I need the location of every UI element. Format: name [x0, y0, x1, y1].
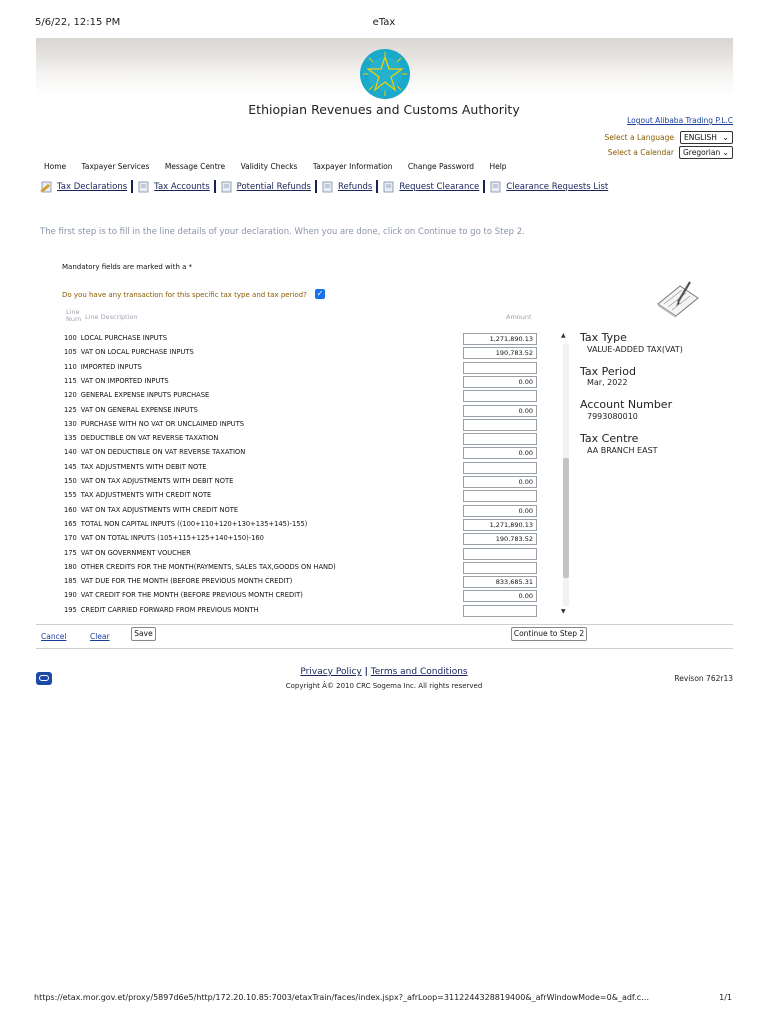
- line-description: VAT ON TAX ADJUSTMENTS WITH CREDIT NOTE: [80, 506, 239, 514]
- line-description: TOTAL NON CAPITAL INPUTS ((100+110+120+130+135+145)-155): [80, 520, 308, 528]
- line-number: 125: [64, 406, 77, 414]
- tab-bar: [40, 180, 608, 193]
- footer-separator: |: [364, 667, 368, 677]
- save-button[interactable]: Save: [131, 627, 156, 641]
- tab-document-icon: [220, 181, 234, 193]
- tax-period-label: Tax Period: [580, 365, 636, 378]
- table-row: [64, 534, 264, 546]
- main-menu: [44, 162, 520, 171]
- clear-link[interactable]: Clear: [90, 632, 110, 641]
- table-row: [64, 448, 245, 460]
- tab-divider: [315, 180, 317, 193]
- org-title: Ethiopian Revenues and Customs Authority: [248, 102, 520, 117]
- table-row: [64, 463, 207, 475]
- menu-item-taxpayer-information[interactable]: Taxpayer Information: [312, 162, 393, 171]
- line-number: 180: [64, 563, 77, 571]
- scroll-down-icon[interactable]: ▼: [561, 608, 566, 615]
- step-instruction: The first step is to fill in the line details of your declaration. When you are done, click on Continue to go to Step 2.: [40, 227, 525, 237]
- column-header-description: Line Description: [85, 313, 138, 321]
- amount-input[interactable]: 0.00: [463, 476, 537, 488]
- tab-tax-accounts[interactable]: [137, 181, 209, 193]
- tax-centre-label: Tax Centre: [580, 432, 639, 445]
- amount-input[interactable]: 0.00: [463, 405, 537, 417]
- menu-item-help[interactable]: Help: [489, 162, 507, 171]
- line-number: 165: [64, 520, 77, 528]
- privacy-policy-link[interactable]: Privacy Policy: [300, 667, 362, 677]
- amount-input[interactable]: [463, 419, 537, 431]
- line-number: 145: [64, 463, 77, 471]
- chevron-down-icon: ⌄: [722, 148, 729, 157]
- column-header-line-num: Line Num: [66, 308, 82, 323]
- line-number: 160: [64, 506, 77, 514]
- table-row: [64, 606, 259, 618]
- line-description: TAX ADJUSTMENTS WITH DEBIT NOTE: [80, 463, 207, 471]
- tab-label: Potential Refunds: [236, 181, 311, 192]
- line-number: 100: [64, 334, 77, 342]
- table-row: [64, 406, 198, 418]
- tab-divider: [214, 180, 216, 193]
- tax-type-value: VALUE-ADDED TAX(VAT): [587, 345, 683, 354]
- amount-input[interactable]: 0.00: [463, 376, 537, 388]
- table-row: [64, 506, 238, 518]
- tax-type-label: Tax Type: [580, 331, 627, 344]
- table-row: [64, 491, 211, 503]
- footer-links: [0, 667, 768, 677]
- amount-input[interactable]: 0.00: [463, 505, 537, 517]
- line-number: 190: [64, 591, 77, 599]
- line-description: LOCAL PURCHASE INPUTS: [80, 334, 167, 342]
- amount-input[interactable]: [463, 605, 537, 617]
- print-page-title: eTax: [372, 17, 396, 28]
- line-number: 175: [64, 549, 77, 557]
- line-description: VAT ON GENERAL EXPENSE INPUTS: [80, 406, 198, 414]
- line-description: OTHER CREDITS FOR THE MONTH(PAYMENTS, SALES TAX,GOODS ON HAND): [80, 563, 336, 571]
- checkbox-checked-icon[interactable]: ✓: [316, 289, 324, 298]
- tab-refunds[interactable]: [321, 181, 372, 193]
- tab-request-clearance[interactable]: [382, 181, 479, 193]
- amount-input[interactable]: 190,783.52: [463, 533, 537, 545]
- line-description: VAT ON TAX ADJUSTMENTS WITH DEBIT NOTE: [80, 477, 234, 485]
- tab-clearance-requests-list[interactable]: [489, 181, 608, 193]
- amount-input[interactable]: 1,271,890.13: [463, 333, 537, 345]
- tax-period-value: Mar, 2022: [587, 378, 628, 387]
- language-label: Select a Language: [604, 133, 674, 142]
- line-description: GENERAL EXPENSE INPUTS PURCHASE: [80, 391, 210, 399]
- line-description: VAT DUE FOR THE MONTH (BEFORE PREVIOUS MONTH CREDIT): [80, 577, 293, 585]
- tab-potential-refunds[interactable]: [220, 181, 311, 193]
- table-row: [64, 363, 142, 375]
- tab-label: Request Clearance: [399, 181, 480, 192]
- amount-input[interactable]: [463, 462, 537, 474]
- menu-item-taxpayer-services[interactable]: Taxpayer Services: [81, 162, 150, 171]
- menu-item-message-centre[interactable]: Message Centre: [164, 162, 226, 171]
- line-number: 140: [64, 448, 77, 456]
- line-number: 135: [64, 434, 77, 442]
- line-description: PURCHASE WITH NO VAT OR UNCLAIMED INPUTS: [80, 420, 245, 428]
- line-number: 110: [64, 363, 77, 371]
- menu-item-validity-checks[interactable]: Validity Checks: [240, 162, 298, 171]
- mandatory-note: Mandatory fields are marked with a *: [62, 263, 193, 271]
- tab-label: Tax Accounts: [154, 181, 210, 192]
- table-row: [64, 563, 336, 575]
- table-row: [64, 348, 194, 360]
- action-divider-top: [36, 624, 733, 625]
- tab-divider: [376, 180, 378, 193]
- print-page-count: 1/1: [719, 993, 732, 1002]
- line-description: VAT ON DEDUCTIBLE ON VAT REVERSE TAXATION: [80, 448, 246, 456]
- scrollbar-thumb[interactable]: [563, 458, 569, 578]
- amount-input[interactable]: 833,685.31: [463, 576, 537, 588]
- terms-link[interactable]: Terms and Conditions: [370, 667, 468, 677]
- logout-link[interactable]: Logout Alibaba Trading P.L.C: [627, 116, 733, 125]
- tab-label: Refunds: [337, 181, 373, 192]
- table-row: [64, 477, 233, 489]
- amount-input[interactable]: [463, 390, 537, 402]
- line-description: CREDIT CARRIED FORWARD FROM PREVIOUS MONTH: [80, 606, 259, 614]
- emblem-icon: [359, 48, 411, 100]
- line-number: 185: [64, 577, 77, 585]
- table-row: [64, 591, 303, 603]
- calendar-value: Gregorian: [683, 148, 721, 157]
- calendar-label: Select a Calendar: [607, 148, 674, 157]
- line-description: TAX ADJUSTMENTS WITH CREDIT NOTE: [80, 491, 212, 499]
- table-row: [64, 549, 191, 561]
- revision: Revison 762r13: [674, 674, 733, 683]
- notepad-pen-icon: [654, 278, 702, 318]
- line-description: VAT ON TOTAL INPUTS (105+115+125+140+150)-160: [80, 534, 264, 542]
- line-description: IMPORTED INPUTS: [80, 363, 142, 371]
- line-number: 115: [64, 377, 77, 385]
- amount-input[interactable]: [463, 562, 537, 574]
- line-number: 105: [64, 348, 77, 356]
- line-number: 195: [64, 606, 77, 614]
- amount-input[interactable]: [463, 490, 537, 502]
- language-select[interactable]: [680, 131, 733, 144]
- column-header-amount: Amount: [506, 313, 532, 321]
- cancel-link[interactable]: Cancel: [41, 632, 67, 641]
- tab-document-icon: [40, 181, 54, 193]
- tab-document-icon: [489, 181, 503, 193]
- action-divider-bottom: [36, 648, 733, 649]
- amount-input[interactable]: 0.00: [463, 447, 537, 459]
- copyright: Copyright Â© 2010 CRC Sogema Inc. All rights reserved: [285, 682, 483, 690]
- tab-label: Tax Declarations: [57, 181, 128, 192]
- tab-divider: [483, 180, 485, 193]
- print-url: https://etax.mor.gov.et/proxy/5897d6e5/http/172.20.10.85:7003/etaxTrain/faces/index.jspx?_afrLoop=3112244328819400&_afrWindowMode=0&_adf.c…: [34, 993, 650, 1002]
- line-number: 155: [64, 491, 77, 499]
- table-row: [64, 391, 209, 403]
- account-number-value: 7993080010: [587, 412, 638, 421]
- continue-step2-button[interactable]: Continue to Step 2: [511, 627, 587, 641]
- tab-document-icon: [321, 181, 335, 193]
- menu-item-home[interactable]: Home: [44, 162, 67, 171]
- language-value: ENGLISH: [684, 133, 717, 142]
- scroll-up-icon[interactable]: ▲: [561, 332, 566, 339]
- table-scrollbar[interactable]: [560, 332, 572, 617]
- table-row: [64, 520, 307, 532]
- amount-input[interactable]: 0.00: [463, 590, 537, 602]
- tab-document-icon: [137, 181, 151, 193]
- table-row: [64, 577, 292, 589]
- line-number: 120: [64, 391, 77, 399]
- amount-input[interactable]: 190,783.52: [463, 347, 537, 359]
- line-number: 150: [64, 477, 77, 485]
- account-number-label: Account Number: [580, 398, 673, 411]
- amount-input[interactable]: 1,271,890.13: [463, 519, 537, 531]
- line-description: DEDUCTIBLE ON VAT REVERSE TAXATION: [80, 434, 219, 442]
- line-description: VAT ON LOCAL PURCHASE INPUTS: [80, 348, 194, 356]
- table-row: [64, 420, 244, 432]
- table-row: [64, 334, 167, 346]
- line-number: 170: [64, 534, 77, 542]
- tab-label: Clearance Requests List: [506, 181, 609, 192]
- menu-item-change-password[interactable]: Change Password: [407, 162, 475, 171]
- tax-centre-value: AA BRANCH EAST: [587, 446, 658, 455]
- print-datetime: 5/6/22, 12:15 PM: [35, 17, 121, 28]
- transaction-question: Do you have any transaction for this specific tax type and tax period?: [62, 291, 307, 299]
- table-row: [64, 377, 169, 389]
- chevron-down-icon: ⌄: [722, 133, 729, 142]
- tab-document-icon: [382, 181, 396, 193]
- calendar-select[interactable]: [679, 146, 733, 159]
- line-number: 130: [64, 420, 77, 428]
- line-description: VAT ON GOVERNMENT VOUCHER: [80, 549, 191, 557]
- line-description: VAT ON IMPORTED INPUTS: [80, 377, 169, 385]
- amount-input[interactable]: [463, 362, 537, 374]
- amount-input[interactable]: [463, 433, 537, 445]
- tab-divider: [131, 180, 133, 193]
- line-description: VAT CREDIT FOR THE MONTH (BEFORE PREVIOUS MONTH CREDIT): [80, 591, 303, 599]
- table-row: [64, 434, 218, 446]
- tab-tax-declarations[interactable]: [40, 181, 127, 193]
- amount-input[interactable]: [463, 548, 537, 560]
